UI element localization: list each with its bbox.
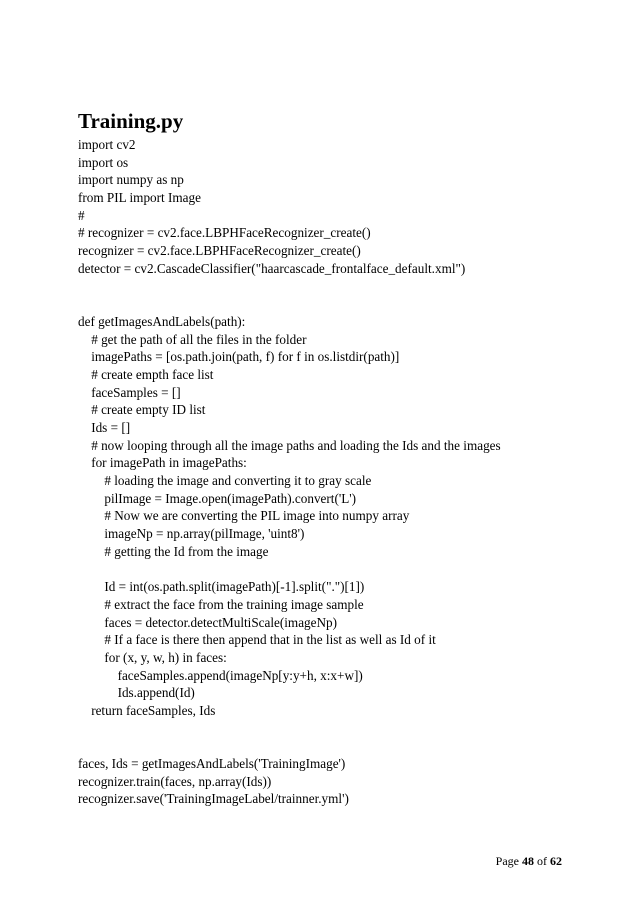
- code-line: # If a face is there then append that in the list as well as Id of it: [78, 632, 436, 648]
- code-line: [78, 720, 598, 738]
- code-line: import os: [78, 154, 129, 170]
- code-line: # get the path of all the files in the folder: [78, 331, 307, 347]
- code-line: recognizer = cv2.face.LBPHFaceRecognizer_create(): [78, 243, 361, 259]
- code-line: imagePaths = [os.path.join(path, f) for f in os.listdir(path)]: [78, 349, 400, 365]
- code-line: # getting the Id from the image: [78, 543, 269, 559]
- code-line: def getImagesAndLabels(path):: [78, 313, 246, 329]
- code-line: # Now we are converting the PIL image into numpy array: [78, 508, 410, 524]
- code-block: [78, 136, 598, 808]
- code-line: # extract the face from the training image sample: [78, 596, 364, 612]
- code-line: import cv2: [78, 137, 136, 152]
- code-line: # recognizer = cv2.face.LBPHFaceRecognizer_create(): [78, 225, 371, 241]
- code-line: for imagePath in imagePaths:: [78, 455, 247, 471]
- page-label: Page: [495, 854, 519, 868]
- code-line: [78, 295, 598, 313]
- code-line: imageNp = np.array(pilImage, 'uint8'): [78, 526, 305, 542]
- code-line: # create empty ID list: [78, 402, 206, 418]
- code-line: [78, 278, 598, 296]
- code-line: from PIL import Image: [78, 190, 201, 206]
- code-line: # now looping through all the image paths and loading the Ids and the images: [78, 437, 501, 453]
- code-line: faces = detector.detectMultiScale(imageNp): [78, 614, 337, 630]
- code-line: # create empth face list: [78, 366, 214, 382]
- document-title: Training.py: [78, 109, 184, 133]
- code-line: #: [78, 207, 85, 223]
- code-line: detector = cv2.CascadeClassifier("haarcascade_frontalface_default.xml"): [78, 260, 466, 276]
- code-line: Ids = []: [78, 420, 131, 435]
- total-pages: 62: [550, 854, 562, 868]
- code-line: [78, 561, 598, 579]
- code-line: Ids.append(Id): [78, 685, 195, 701]
- code-line: recognizer.train(faces, np.array(Ids)): [78, 773, 272, 789]
- page-footer: [496, 853, 562, 869]
- code-line: faceSamples.append(imageNp[y:y+h, x:x+w]): [78, 667, 363, 683]
- code-line: return faceSamples, Ids: [78, 703, 216, 718]
- code-line: # loading the image and converting it to gray scale: [78, 473, 372, 489]
- code-line: faces, Ids = getImagesAndLabels('TrainingImage'): [78, 756, 346, 772]
- code-line: Id = int(os.path.split(imagePath)[-1].split(".")[1]): [78, 579, 365, 595]
- of-label: of: [537, 854, 547, 868]
- code-line: for (x, y, w, h) in faces:: [78, 649, 227, 665]
- code-line: faceSamples = []: [78, 384, 181, 400]
- code-line: import numpy as np: [78, 172, 184, 188]
- code-line: [78, 737, 598, 755]
- code-line: recognizer.save('TrainingImageLabel/trainner.yml'): [78, 791, 349, 807]
- code-line: pilImage = Image.open(imagePath).convert('L'): [78, 490, 357, 506]
- page-number: 48: [522, 854, 534, 868]
